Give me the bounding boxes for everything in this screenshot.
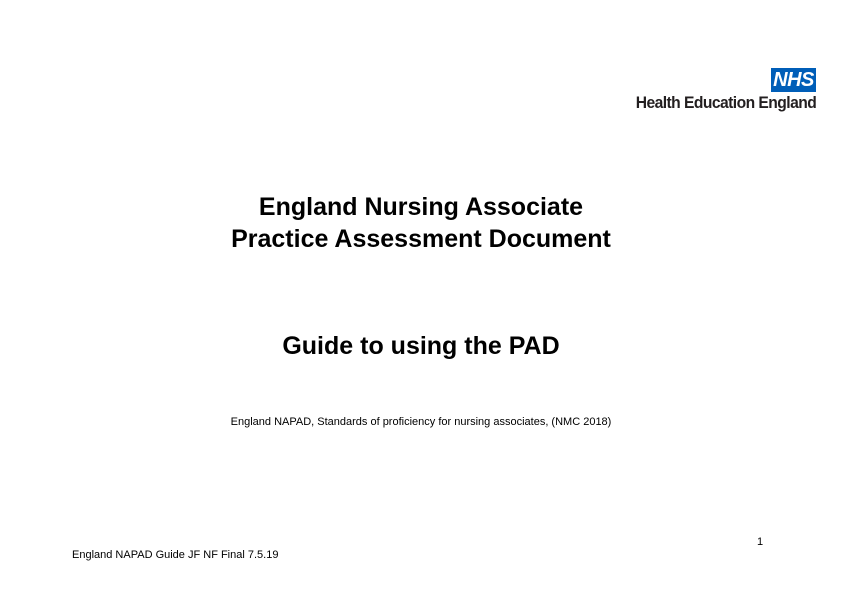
hee-logo: [626, 68, 816, 114]
nhs-logo-box: NHS: [771, 68, 816, 92]
document-title-line-2: Practice Assessment Document: [231, 225, 611, 253]
page-number: 1: [757, 536, 764, 548]
footer-text: England NAPAD Guide JF NF Final 7.5.19: [72, 549, 279, 561]
document-title: [0, 191, 842, 255]
organisation-name: Health Education England: [635, 93, 816, 112]
standards-note: England NAPAD, Standards of proficiency for nursing associates, (NMC 2018): [230, 416, 612, 428]
document-title-line-1: England Nursing Associate: [258, 193, 584, 221]
document-subtitle: Guide to using the PAD: [282, 332, 560, 360]
